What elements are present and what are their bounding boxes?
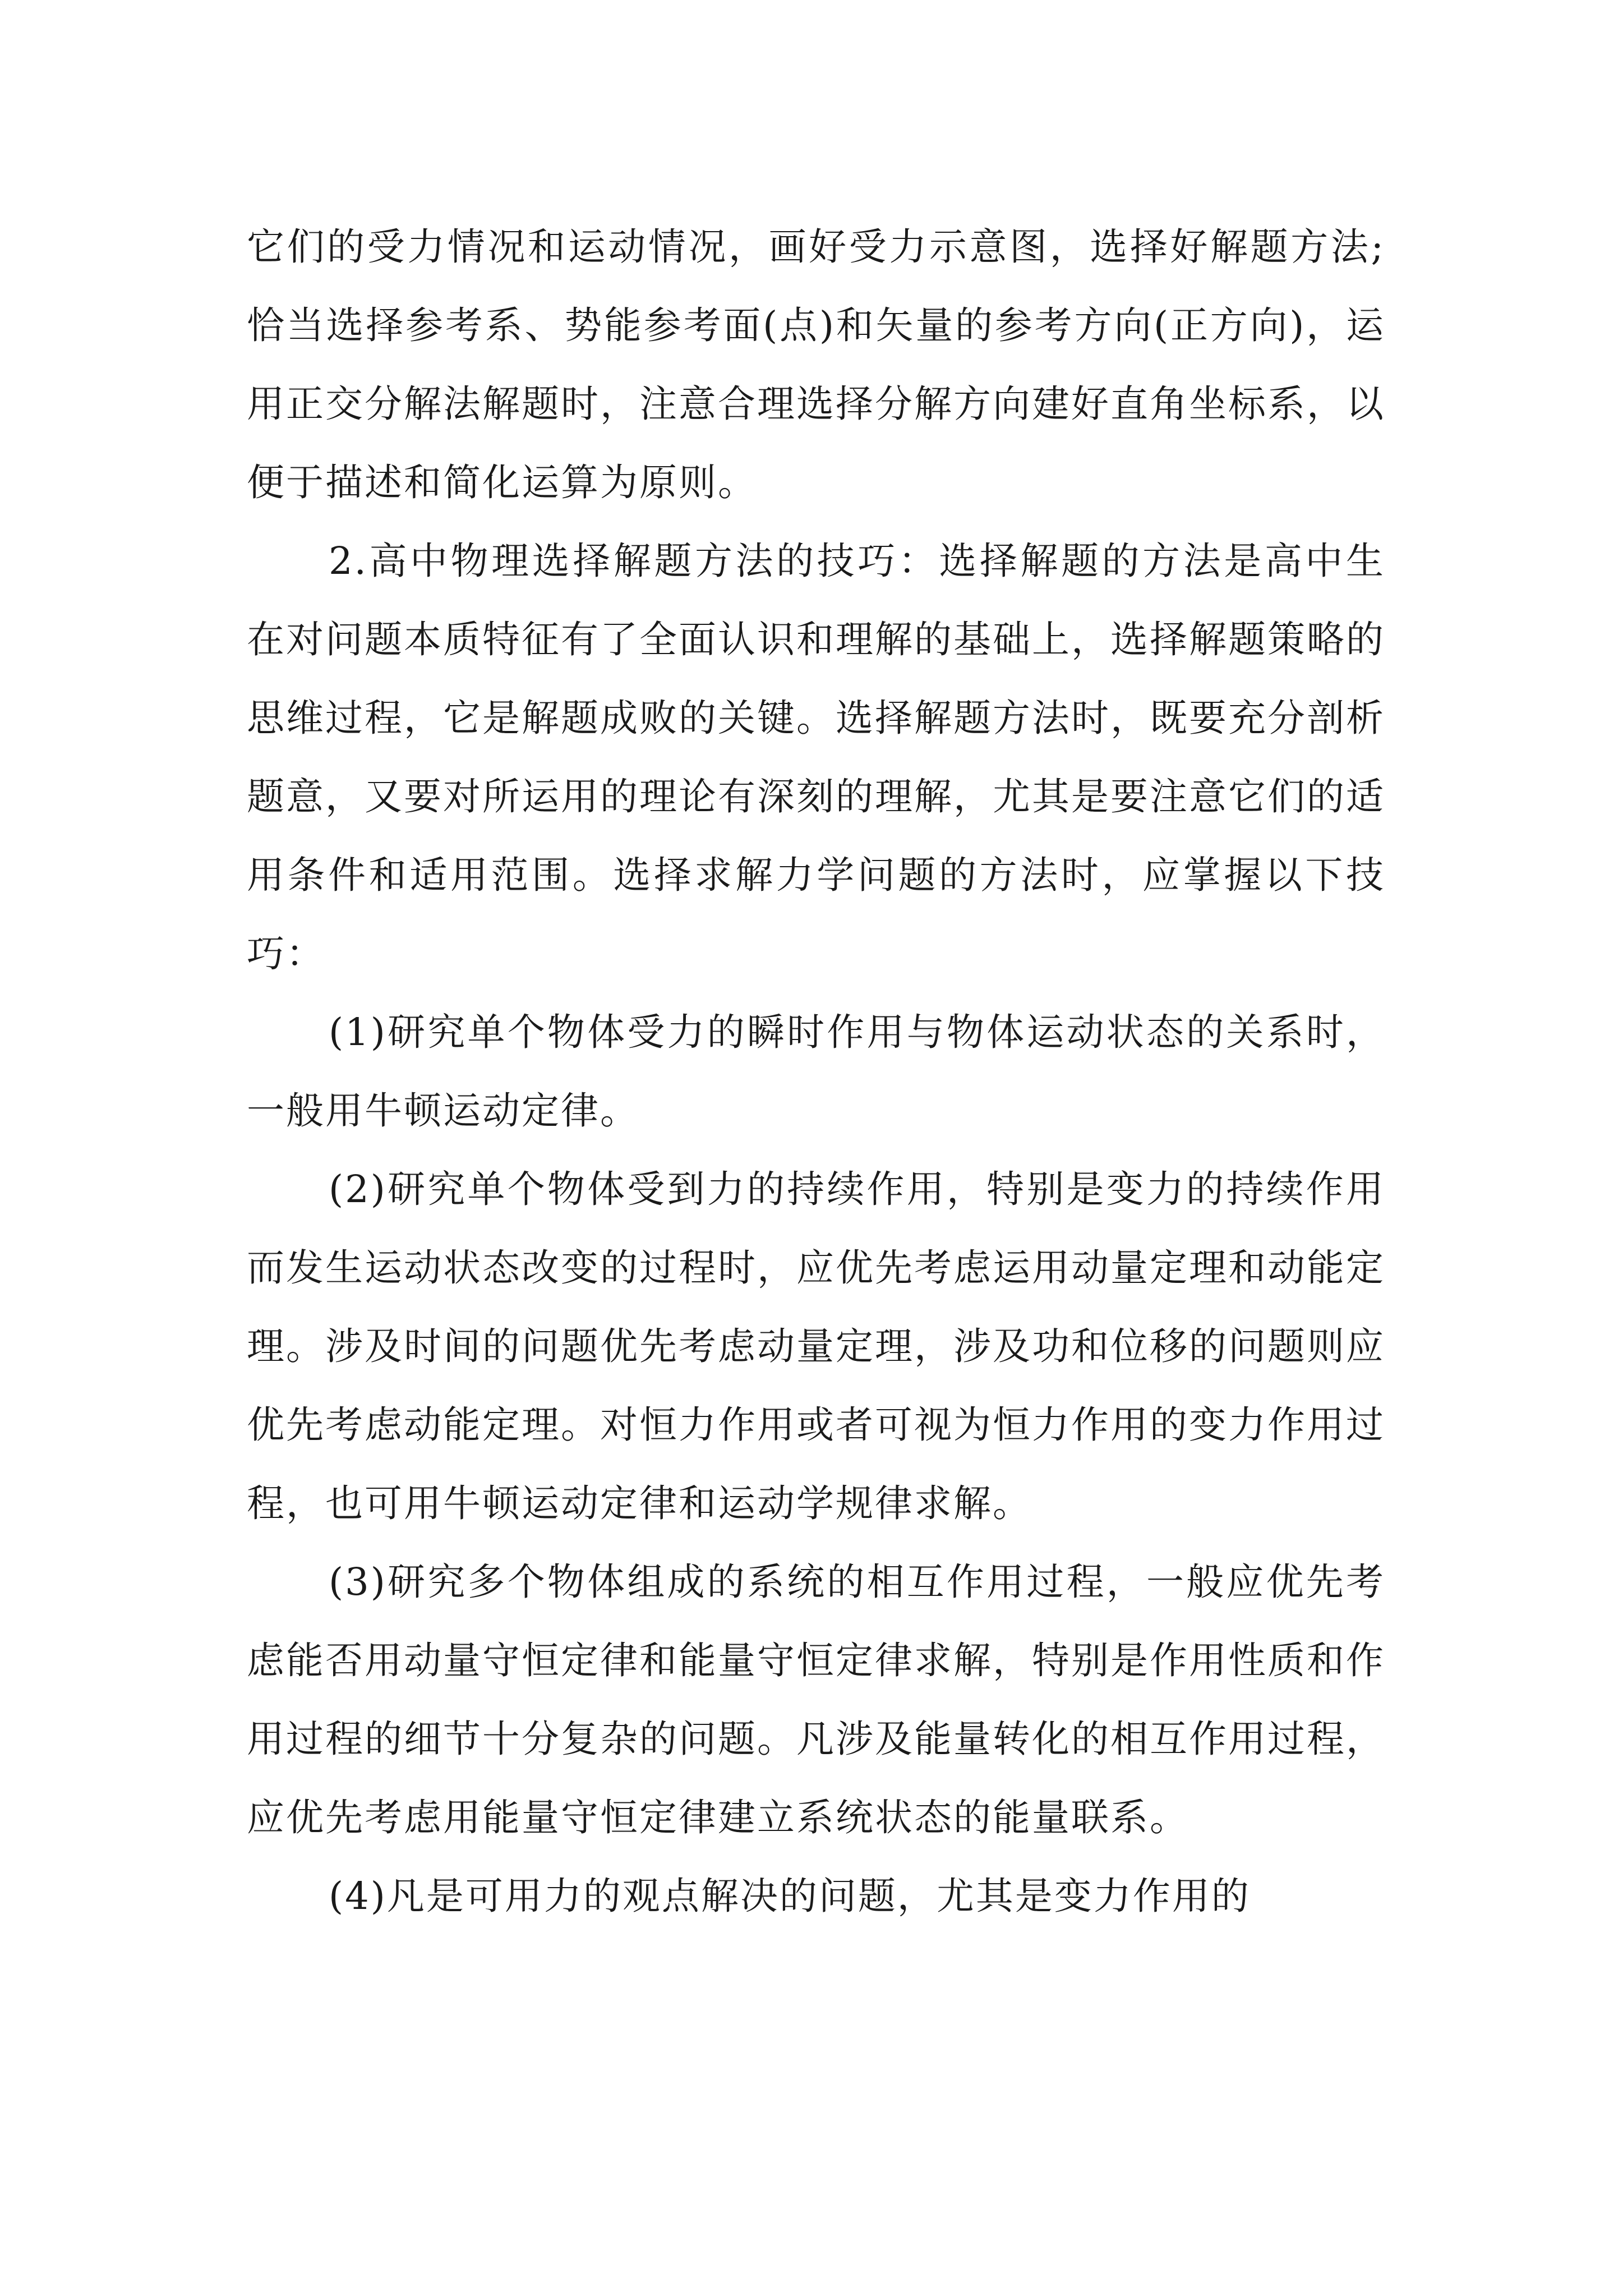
paragraph-tip-2: (2)研究单个物体受到力的持续作用，特别是变力的持续作用而发生运动状态改变的过程时，应优先考虑运用动量定理和动能定理。涉及时间的问题优先考虑动量定理，涉及功和位移的问题则应优先考虑动能定理。对恒力作用或者可视为恒力作用的变力作用过程，也可用牛顿运动定律和运动学规律求解。	[247, 1167, 1385, 1525]
paragraph-tip-3: (3)研究多个物体组成的系统的相互作用过程，一般应优先考虑能否用动量守恒定律和能量守恒定律求解，特别是作用性质和作用过程的细节十分复杂的问题。凡涉及能量转化的相互作用过程，应优先考虑用能量守恒定律建立系统状态的能量联系。	[247, 1560, 1385, 1839]
paragraph-method-selection: 2.高中物理选择解题方法的技巧：选择解题的方法是高中生在对问题本质特征有了全面认识和理解的基础上，选择解题策略的思维过程，它是解题成败的关键。选择解题方法时，既要充分剖析题意，又要对所运用的理论有深刻的理解，尤其是要注意它们的适用条件和适用范围。选择求解力学问题的方法时，应掌握以下技巧：	[247, 539, 1385, 976]
body-text	[247, 208, 1385, 1935]
paragraph-continuation: 它们的受力情况和运动情况，画好受力示意图，选择好解题方法;恰当选择参考系、势能参考面(点)和矢量的参考方向(正方向)，运用正交分解法解题时，注意合理选择分解方向建好直角坐标系，以便于描述和简化运算为原则。	[247, 225, 1385, 504]
paragraph-tip-1: (1)研究单个物体受力的瞬时作用与物体运动状态的关系时，一般用牛顿运动定律。	[247, 1010, 1385, 1133]
paragraph-tip-4: (4)凡是可用力的观点解决的问题，尤其是变力作用的	[329, 1874, 1251, 1918]
